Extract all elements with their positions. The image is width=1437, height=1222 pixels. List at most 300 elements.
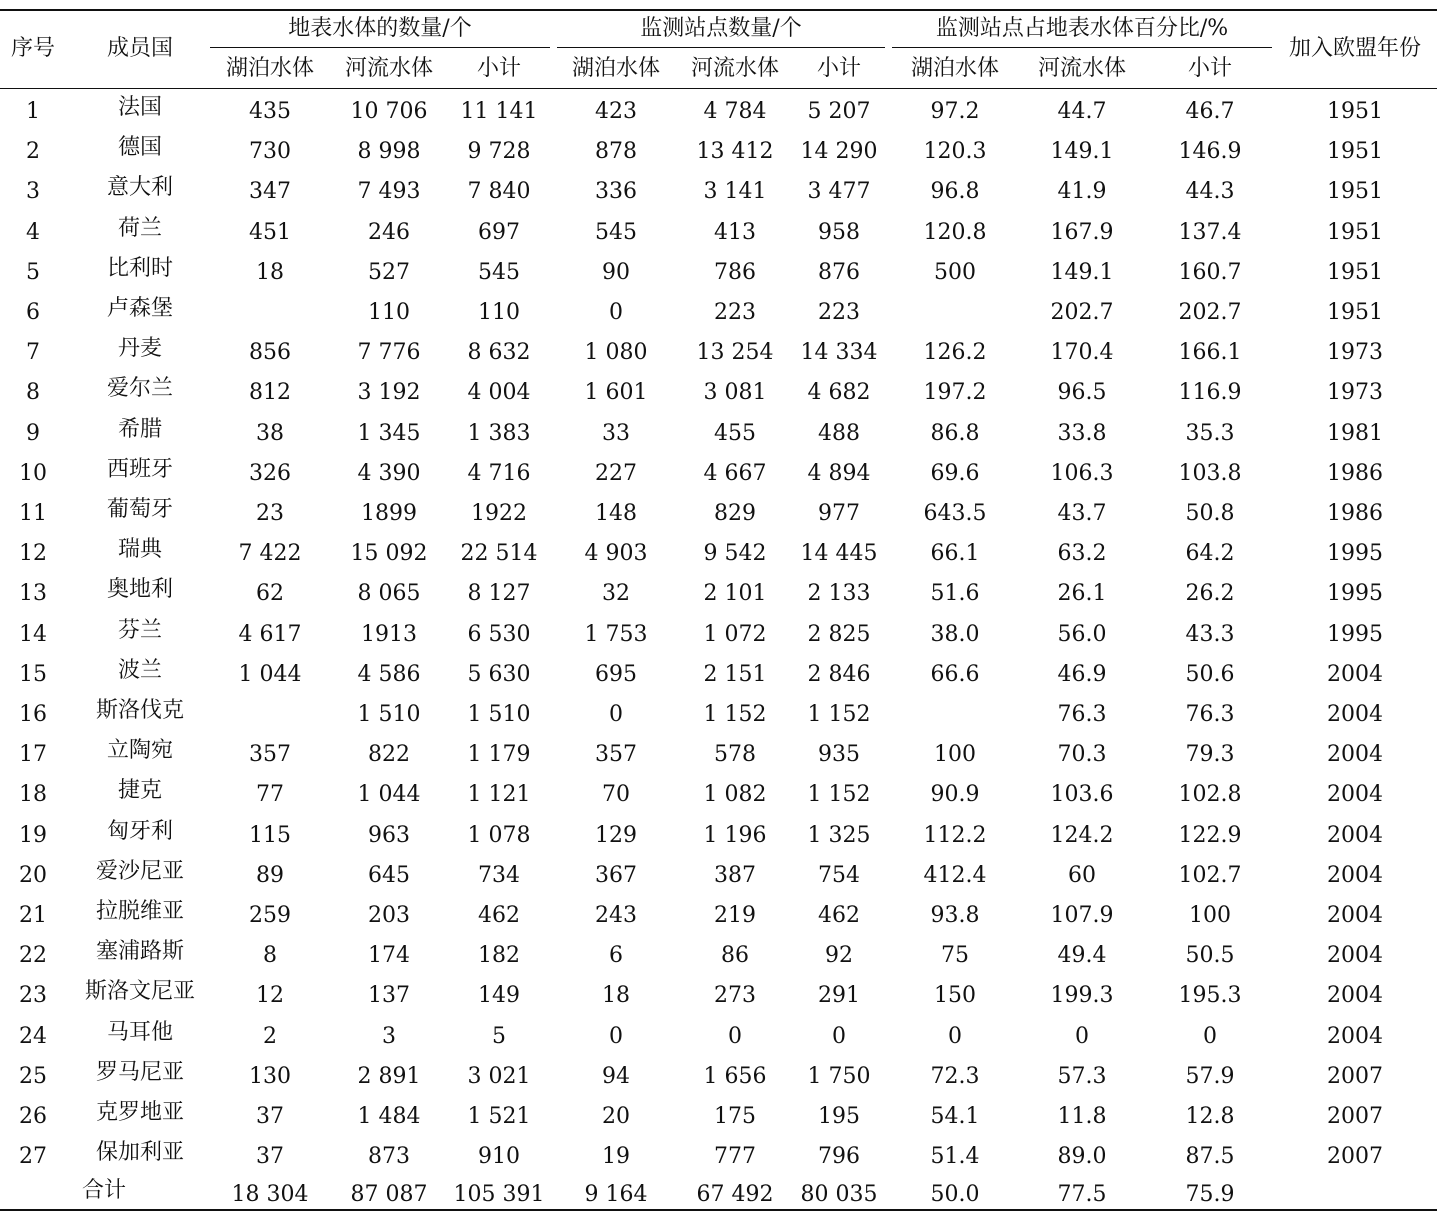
table-row xyxy=(0,456,1437,501)
country-name: 丹麦 xyxy=(117,336,163,362)
subheader-7: 河流水体 xyxy=(1037,56,1127,81)
value-cell: 1 152 xyxy=(807,782,871,808)
value-cell: 148 xyxy=(595,501,637,526)
value-cell: 100 xyxy=(1189,903,1231,928)
value-cell: 8 065 xyxy=(357,581,421,607)
table-row xyxy=(0,899,1437,943)
value-cell: 96.5 xyxy=(1057,380,1107,406)
value-cell: 18 xyxy=(602,983,630,1009)
value-cell: 451 xyxy=(249,219,291,245)
header-group-water-bodies: 地表水体的数量/个 xyxy=(288,16,472,41)
value-cell: 149.1 xyxy=(1050,139,1114,165)
table-row xyxy=(0,778,1437,822)
subheader-6: 湖泊水体 xyxy=(910,56,1000,81)
value-cell: 1913 xyxy=(361,621,417,647)
value-cell: 500 xyxy=(934,259,976,285)
row-number: 11 xyxy=(19,501,47,526)
value-cell: 326 xyxy=(249,460,291,486)
join-year: 2004 xyxy=(1327,983,1383,1009)
value-cell: 124.2 xyxy=(1050,822,1114,848)
value-cell: 1 082 xyxy=(703,782,767,808)
country-name: 葡萄牙 xyxy=(106,497,174,522)
total-value-cell: 75.9 xyxy=(1185,1182,1235,1207)
value-cell: 259 xyxy=(249,903,291,928)
value-cell: 8 xyxy=(263,943,277,969)
join-year: 2004 xyxy=(1327,782,1383,808)
join-year: 2004 xyxy=(1327,903,1383,928)
value-cell: 116.9 xyxy=(1178,380,1242,406)
value-cell: 0 xyxy=(728,1023,742,1049)
value-cell: 69.6 xyxy=(930,460,980,486)
value-cell: 170.4 xyxy=(1050,340,1114,366)
table-row xyxy=(0,95,1437,139)
value-cell: 1922 xyxy=(471,501,527,526)
join-year: 2004 xyxy=(1327,742,1383,768)
value-cell: 44.7 xyxy=(1057,99,1107,124)
value-cell: 643.5 xyxy=(923,501,987,526)
value-cell: 1 078 xyxy=(467,822,531,848)
value-cell: 79.3 xyxy=(1185,742,1235,768)
value-cell: 182 xyxy=(478,943,520,969)
value-cell: 50.8 xyxy=(1185,501,1235,526)
join-year: 1995 xyxy=(1327,581,1383,607)
value-cell: 387 xyxy=(714,862,756,888)
row-number: 1 xyxy=(26,99,40,124)
value-cell: 2 101 xyxy=(703,581,767,607)
row-number: 17 xyxy=(19,742,47,768)
value-cell: 12 xyxy=(256,983,284,1009)
value-cell: 1 383 xyxy=(467,420,531,446)
value-cell: 51.4 xyxy=(930,1144,980,1170)
value-cell: 435 xyxy=(249,99,291,124)
country-name: 匈牙利 xyxy=(106,818,174,844)
value-cell: 115 xyxy=(249,822,291,848)
row-number: 13 xyxy=(19,581,47,607)
value-cell: 5 207 xyxy=(807,99,871,124)
row-number: 15 xyxy=(19,661,47,687)
value-cell: 977 xyxy=(818,501,860,526)
value-cell: 9 542 xyxy=(703,541,767,567)
value-cell: 0 xyxy=(1203,1023,1217,1049)
value-cell: 1 510 xyxy=(357,702,421,727)
value-cell: 13 254 xyxy=(696,340,774,366)
value-cell: 3 141 xyxy=(703,179,767,205)
value-cell: 1 121 xyxy=(467,782,531,808)
total-value-cell: 9 164 xyxy=(584,1182,648,1207)
join-year: 2007 xyxy=(1327,1144,1383,1170)
value-cell: 829 xyxy=(714,501,756,526)
value-cell: 75 xyxy=(941,943,969,969)
value-cell: 1 196 xyxy=(703,822,767,848)
value-cell: 1 152 xyxy=(807,702,871,727)
value-cell: 8 998 xyxy=(357,139,421,165)
join-year: 1973 xyxy=(1327,340,1383,366)
value-cell: 0 xyxy=(609,1023,623,1049)
value-cell: 19 xyxy=(602,1144,630,1170)
value-cell: 4 617 xyxy=(238,621,302,647)
value-cell: 9 728 xyxy=(467,139,531,165)
value-cell: 56.0 xyxy=(1057,621,1107,647)
table-row xyxy=(0,497,1437,541)
join-year: 2004 xyxy=(1327,943,1383,969)
value-cell: 1 072 xyxy=(703,621,767,647)
subheader-4: 河流水体 xyxy=(690,56,780,81)
total-value-cell: 18 304 xyxy=(231,1182,309,1207)
value-cell: 166.1 xyxy=(1178,340,1242,366)
value-cell: 3 xyxy=(382,1023,396,1049)
row-number: 8 xyxy=(26,380,40,406)
country-name: 斯洛伐克 xyxy=(95,698,185,723)
subheader-5: 小计 xyxy=(816,56,862,81)
value-cell: 137.4 xyxy=(1178,219,1242,245)
join-year: 1986 xyxy=(1327,501,1383,526)
value-cell: 5 630 xyxy=(467,661,531,687)
value-cell: 488 xyxy=(818,420,860,446)
row-number: 21 xyxy=(19,903,47,928)
value-cell: 578 xyxy=(714,742,756,768)
value-cell: 60 xyxy=(1068,862,1096,888)
table-row xyxy=(0,1019,1437,1064)
value-cell: 958 xyxy=(818,219,860,245)
value-cell: 822 xyxy=(368,742,410,768)
value-cell: 110 xyxy=(478,300,520,325)
value-cell: 1 753 xyxy=(584,621,648,647)
header-group-percent: 监测站点占地表水体百分比/% xyxy=(935,16,1229,41)
row-number: 9 xyxy=(26,420,40,446)
value-cell: 22 514 xyxy=(460,541,538,567)
value-cell: 4 784 xyxy=(703,99,767,124)
row-number: 18 xyxy=(19,782,47,808)
value-cell: 7 840 xyxy=(467,179,531,205)
top-rule xyxy=(0,9,1437,11)
row-number: 20 xyxy=(19,862,47,888)
subheader-1: 河流水体 xyxy=(344,56,434,81)
value-cell: 7 493 xyxy=(357,179,421,205)
value-cell: 4 716 xyxy=(467,460,531,486)
value-cell: 786 xyxy=(714,259,756,285)
table-row xyxy=(0,577,1437,621)
value-cell: 0 xyxy=(609,300,623,325)
row-number: 19 xyxy=(19,822,47,848)
value-cell: 291 xyxy=(818,983,860,1009)
value-cell: 14 334 xyxy=(800,340,878,366)
value-cell: 1 521 xyxy=(467,1104,531,1129)
value-cell: 2 xyxy=(263,1023,277,1049)
value-cell: 110 xyxy=(368,300,410,325)
table-row xyxy=(0,1059,1437,1104)
value-cell: 122.9 xyxy=(1178,822,1242,848)
subheader-2: 小计 xyxy=(476,56,522,81)
join-year: 1995 xyxy=(1327,621,1383,647)
value-cell: 43.3 xyxy=(1185,621,1235,647)
row-number: 23 xyxy=(19,983,47,1009)
join-year: 1995 xyxy=(1327,541,1383,567)
value-cell: 86 xyxy=(721,943,749,969)
value-cell: 14 445 xyxy=(800,541,878,567)
country-name: 意大利 xyxy=(106,175,174,201)
value-cell: 2 151 xyxy=(703,661,767,687)
value-cell: 0 xyxy=(609,702,623,727)
value-cell: 44.3 xyxy=(1185,179,1235,205)
country-name: 荷兰 xyxy=(117,215,163,241)
value-cell: 50.5 xyxy=(1185,943,1235,969)
row-number: 16 xyxy=(19,702,47,727)
value-cell: 7 776 xyxy=(357,340,421,366)
header-join-year: 加入欧盟年份 xyxy=(1288,36,1422,61)
value-cell: 150 xyxy=(934,983,976,1009)
value-cell: 873 xyxy=(368,1144,410,1170)
value-cell: 89.0 xyxy=(1057,1144,1107,1170)
value-cell: 12.8 xyxy=(1185,1104,1235,1129)
value-cell: 70 xyxy=(602,782,630,808)
table-row xyxy=(0,738,1437,782)
value-cell: 1 601 xyxy=(584,380,648,406)
value-cell: 367 xyxy=(595,862,637,888)
value-cell: 87.5 xyxy=(1185,1144,1235,1170)
country-name: 法国 xyxy=(117,95,163,120)
value-cell: 4 903 xyxy=(584,541,648,567)
value-cell: 72.3 xyxy=(930,1063,980,1089)
value-cell: 856 xyxy=(249,340,291,366)
total-row xyxy=(0,1178,1437,1222)
country-name: 爱沙尼亚 xyxy=(95,858,185,884)
table-row xyxy=(0,537,1437,581)
value-cell: 11.8 xyxy=(1057,1104,1107,1129)
value-cell: 35.3 xyxy=(1185,420,1235,446)
row-number: 14 xyxy=(19,621,47,647)
value-cell: 695 xyxy=(595,661,637,687)
value-cell: 812 xyxy=(249,380,291,406)
table-row xyxy=(0,698,1437,742)
country-name: 捷克 xyxy=(117,778,163,804)
value-cell: 227 xyxy=(595,460,637,486)
table-row xyxy=(0,617,1437,662)
join-year: 2004 xyxy=(1327,702,1383,727)
country-name: 瑞典 xyxy=(117,537,163,563)
value-cell: 4 894 xyxy=(807,460,871,486)
value-cell: 545 xyxy=(595,219,637,245)
value-cell: 1 044 xyxy=(357,782,421,808)
value-cell: 49.4 xyxy=(1057,943,1107,969)
total-value-cell: 87 087 xyxy=(350,1182,428,1207)
table-row xyxy=(0,255,1437,300)
group2-underline xyxy=(557,47,885,48)
value-cell: 202.7 xyxy=(1178,300,1242,325)
value-cell: 734 xyxy=(478,862,520,888)
country-name: 马耳他 xyxy=(106,1019,174,1045)
table-row xyxy=(0,818,1437,863)
header-rule xyxy=(0,88,1437,89)
value-cell: 203 xyxy=(368,903,410,928)
table-row xyxy=(0,296,1437,340)
country-name: 克罗地亚 xyxy=(95,1100,185,1125)
value-cell: 8 632 xyxy=(467,340,531,366)
value-cell: 197.2 xyxy=(923,380,987,406)
row-number: 22 xyxy=(19,943,47,969)
value-cell: 730 xyxy=(249,139,291,165)
value-cell: 130 xyxy=(249,1063,291,1089)
table-row xyxy=(0,979,1437,1023)
value-cell: 4 682 xyxy=(807,380,871,406)
total-value-cell: 77.5 xyxy=(1057,1182,1107,1207)
value-cell: 3 021 xyxy=(467,1063,531,1089)
join-year: 1951 xyxy=(1327,139,1383,165)
value-cell: 0 xyxy=(1075,1023,1089,1049)
value-cell: 1 325 xyxy=(807,822,871,848)
value-cell: 86.8 xyxy=(930,420,980,446)
value-cell: 2 825 xyxy=(807,621,871,647)
table-row xyxy=(0,175,1437,219)
value-cell: 1 345 xyxy=(357,420,421,446)
join-year: 2004 xyxy=(1327,1023,1383,1049)
value-cell: 2 846 xyxy=(807,661,871,687)
join-year: 1951 xyxy=(1327,300,1383,325)
value-cell: 1 179 xyxy=(467,742,531,768)
value-cell: 103.8 xyxy=(1178,460,1242,486)
value-cell: 963 xyxy=(368,822,410,848)
value-cell: 199.3 xyxy=(1050,983,1114,1009)
country-name: 奥地利 xyxy=(106,577,174,603)
country-name: 卢森堡 xyxy=(106,296,174,321)
value-cell: 66.1 xyxy=(930,541,980,567)
value-cell: 96.8 xyxy=(930,179,980,205)
value-cell: 10 706 xyxy=(350,99,428,124)
country-name: 波兰 xyxy=(117,657,163,683)
country-name: 西班牙 xyxy=(106,456,174,482)
value-cell: 243 xyxy=(595,903,637,928)
value-cell: 50.6 xyxy=(1185,661,1235,687)
country-name: 希腊 xyxy=(117,416,163,442)
value-cell: 5 xyxy=(492,1023,506,1049)
value-cell: 1899 xyxy=(361,501,417,526)
value-cell: 202.7 xyxy=(1050,300,1114,325)
value-cell: 20 xyxy=(602,1104,630,1129)
table-row xyxy=(0,135,1437,179)
value-cell: 4 667 xyxy=(703,460,767,486)
value-cell: 412.4 xyxy=(923,862,987,888)
country-name: 拉脱维亚 xyxy=(95,899,185,924)
value-cell: 90.9 xyxy=(930,782,980,808)
value-cell: 347 xyxy=(249,179,291,205)
group3-underline xyxy=(892,47,1272,48)
total-value-cell: 105 391 xyxy=(453,1182,545,1207)
value-cell: 112.2 xyxy=(923,822,987,848)
value-cell: 6 xyxy=(609,943,623,969)
value-cell: 1 080 xyxy=(584,340,648,366)
join-year: 1973 xyxy=(1327,380,1383,406)
value-cell: 37 xyxy=(256,1104,284,1129)
country-name: 塞浦路斯 xyxy=(95,939,185,965)
value-cell: 38 xyxy=(256,420,284,446)
row-number: 5 xyxy=(26,259,40,285)
value-cell: 18 xyxy=(256,259,284,285)
value-cell: 70.3 xyxy=(1057,742,1107,768)
value-cell: 77 xyxy=(256,782,284,808)
country-name: 斯洛文尼亚 xyxy=(84,979,196,1005)
value-cell: 1 750 xyxy=(807,1063,871,1089)
join-year: 1951 xyxy=(1327,99,1383,124)
value-cell: 137 xyxy=(368,983,410,1009)
value-cell: 219 xyxy=(714,903,756,928)
value-cell: 6 530 xyxy=(467,621,531,647)
value-cell: 1 656 xyxy=(703,1063,767,1089)
value-cell: 76.3 xyxy=(1185,702,1235,727)
value-cell: 106.3 xyxy=(1050,460,1114,486)
value-cell: 195 xyxy=(818,1104,860,1129)
value-cell: 160.7 xyxy=(1178,259,1242,285)
value-cell: 4 390 xyxy=(357,460,421,486)
value-cell: 15 092 xyxy=(350,541,428,567)
value-cell: 57.9 xyxy=(1185,1063,1235,1089)
value-cell: 174 xyxy=(368,943,410,969)
value-cell: 66.6 xyxy=(930,661,980,687)
value-cell: 1 510 xyxy=(467,702,531,727)
value-cell: 23 xyxy=(256,501,284,526)
value-cell: 33 xyxy=(602,420,630,446)
value-cell: 41.9 xyxy=(1057,179,1107,205)
value-cell: 273 xyxy=(714,983,756,1009)
country-name: 德国 xyxy=(117,135,163,161)
value-cell: 102.7 xyxy=(1178,862,1242,888)
value-cell: 11 141 xyxy=(460,99,538,124)
value-cell: 38.0 xyxy=(930,621,980,647)
value-cell: 103.6 xyxy=(1050,782,1114,808)
row-number: 25 xyxy=(19,1063,47,1089)
value-cell: 545 xyxy=(478,259,520,285)
subheader-3: 湖泊水体 xyxy=(571,56,661,81)
value-cell: 57.3 xyxy=(1057,1063,1107,1089)
value-cell: 46.7 xyxy=(1185,99,1235,124)
header-country: 成员国 xyxy=(106,36,174,61)
value-cell: 90 xyxy=(602,259,630,285)
table-row xyxy=(0,939,1437,983)
value-cell: 149 xyxy=(478,983,520,1009)
join-year: 2007 xyxy=(1327,1063,1383,1089)
value-cell: 146.9 xyxy=(1178,139,1242,165)
row-number: 7 xyxy=(26,340,40,366)
value-cell: 175 xyxy=(714,1104,756,1129)
table-row xyxy=(0,336,1437,380)
value-cell: 4 586 xyxy=(357,661,421,687)
value-cell: 223 xyxy=(818,300,860,325)
value-cell: 93.8 xyxy=(930,903,980,928)
value-cell: 32 xyxy=(602,581,630,607)
table-row xyxy=(0,858,1437,903)
total-value-cell: 50.0 xyxy=(930,1182,980,1207)
value-cell: 223 xyxy=(714,300,756,325)
value-cell: 33.8 xyxy=(1057,420,1107,446)
row-number: 4 xyxy=(26,219,40,245)
value-cell: 37 xyxy=(256,1144,284,1170)
table-row xyxy=(0,215,1437,260)
value-cell: 54.1 xyxy=(930,1104,980,1129)
value-cell: 26.2 xyxy=(1185,581,1235,607)
value-cell: 92 xyxy=(825,943,853,969)
subheader-8: 小计 xyxy=(1187,56,1233,81)
value-cell: 120.3 xyxy=(923,139,987,165)
total-value-cell: 67 492 xyxy=(696,1182,774,1207)
join-year: 2004 xyxy=(1327,661,1383,687)
value-cell: 777 xyxy=(714,1144,756,1170)
country-name: 比利时 xyxy=(106,255,174,281)
value-cell: 796 xyxy=(818,1144,860,1170)
value-cell: 3 081 xyxy=(703,380,767,406)
value-cell: 26.1 xyxy=(1057,581,1107,607)
value-cell: 462 xyxy=(478,903,520,928)
row-number: 27 xyxy=(19,1144,47,1170)
value-cell: 462 xyxy=(818,903,860,928)
join-year: 2004 xyxy=(1327,822,1383,848)
